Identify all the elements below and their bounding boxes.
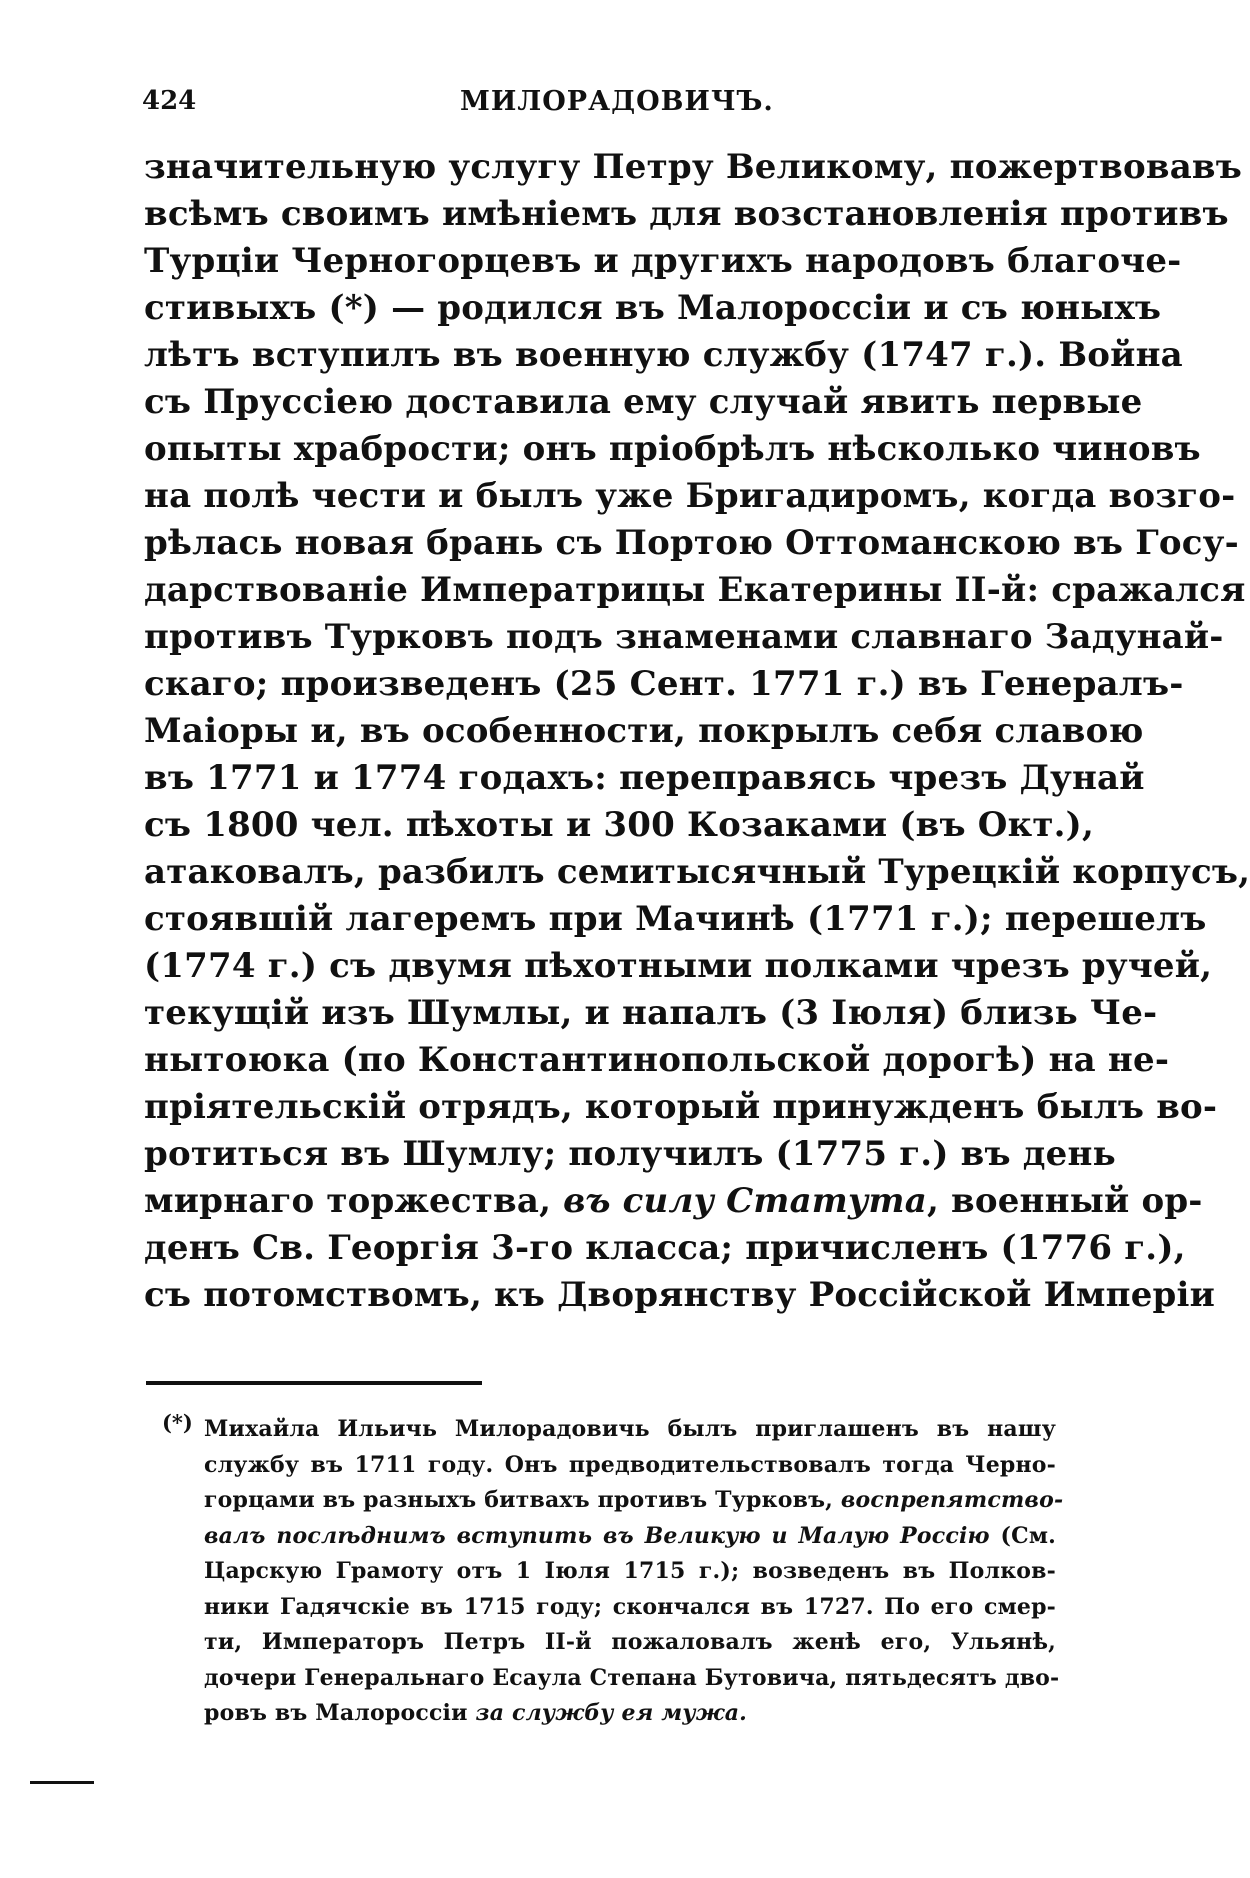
text-segment: горцами въ разныхъ битвахъ противъ Турковъ, <box>204 1487 841 1513</box>
text-line: на полѣ чести и былъ уже Бригадиромъ, когда возго- <box>144 476 1236 516</box>
text-line-with-italic <box>144 1178 1203 1225</box>
text-segment: ровъ въ Малороссіи <box>204 1700 476 1726</box>
text-line: въ 1771 и 1774 годахъ: переправясь чрезъ Дунай <box>144 758 1145 798</box>
italic-phrase: валъ послѣднимъ вступить въ Великую и Малую Россію <box>204 1522 990 1549</box>
text-line: пріятельскій отрядъ, который принужденъ былъ во- <box>144 1087 1218 1127</box>
text-line: Маіоры и, въ особенности, покрылъ себя славою <box>144 711 1144 751</box>
text-line: денъ Св. Георгія 3-го класса; причисленъ (1776 г.), <box>144 1228 1186 1268</box>
margin-mark <box>30 1781 94 1784</box>
text-line: опыты храбрости; онъ пріобрѣлъ нѣсколько чиновъ <box>144 429 1201 469</box>
running-title: МИЛОРАДОВИЧЪ. <box>460 86 774 117</box>
text-line: съ Пруссіею доставила ему случай явить первые <box>144 382 1143 422</box>
footnote-separator <box>146 1381 482 1385</box>
text-line: значительную услугу Петру Великому, пожертвовавъ <box>144 147 1243 187</box>
text-line: съ потомствомъ, къ Дворянству Россійской Имперіи <box>144 1275 1216 1315</box>
footnote-line <box>204 1483 1064 1519</box>
footnote-line <box>204 1519 1056 1555</box>
page-number: 424 <box>142 86 197 116</box>
text-line: нытоюка (по Константинопольской дорогѣ) на не- <box>144 1040 1170 1080</box>
text-line: всѣмъ своимъ имѣніемъ для возстановленія противъ <box>144 194 1229 234</box>
footnote-marker: (*) <box>162 1410 193 1435</box>
footnote-line <box>204 1696 1056 1732</box>
text-segment: мирнаго торжества, <box>144 1181 564 1221</box>
text-line: противъ Турковъ подъ знаменами славнаго Задунай- <box>144 617 1224 657</box>
italic-phrase: въ силу Статута <box>563 1181 927 1221</box>
footnote <box>204 1412 1064 1732</box>
footnote-line: ти, Императоръ Петръ II-й пожаловалъ женѣ его, Ульянѣ, <box>204 1629 1056 1655</box>
main-text <box>144 144 1250 1319</box>
text-line: стивыхъ (*) — родился въ Малороссіи и съ юныхъ <box>144 288 1162 328</box>
text-line: съ 1800 чел. пѣхоты и 300 Козаками (въ Окт.), <box>144 805 1094 845</box>
text-line: атаковалъ, разбилъ семитысячный Турецкій корпусъ, <box>144 852 1250 892</box>
page-header <box>142 86 942 130</box>
text-segment: (См. <box>989 1522 1056 1549</box>
footnote-line: Царскую Грамоту отъ 1 Іюля 1715 г.); возведенъ въ Полков- <box>204 1558 1056 1584</box>
text-line: лѣтъ вступилъ въ военную службу (1747 г.). Война <box>144 335 1183 375</box>
text-segment: , военный ор- <box>926 1181 1203 1221</box>
footnote-line: службу въ 1711 году. Онъ предводительствовалъ тогда Черно- <box>204 1451 1056 1478</box>
footnote-line: ники Гадячскіе въ 1715 году; скончался въ 1727. По его смер- <box>204 1593 1056 1620</box>
footnote-line: дочери Генеральнаго Есаула Степана Бутовича, пятьдесятъ дво- <box>204 1664 1060 1691</box>
text-line: ротиться въ Шумлу; получилъ (1775 г.) въ день <box>144 1134 1116 1174</box>
text-line: стоявшій лагеремъ при Мачинѣ (1771 г.); перешелъ <box>144 899 1207 939</box>
italic-phrase: за службу ея мужа. <box>475 1700 748 1726</box>
text-line: текущій изъ Шумлы, и напалъ (3 Іюля) близь Че- <box>144 993 1158 1033</box>
text-line: дарствованіе Императрицы Екатерины II-й: сражался <box>144 570 1246 610</box>
text-line: рѣлась новая брань съ Портою Оттоманскою въ Госу- <box>144 523 1239 563</box>
text-line: Турціи Черногорцевъ и другихъ народовъ благоче- <box>144 241 1182 281</box>
italic-phrase: воспрепятство- <box>840 1487 1064 1513</box>
text-line: скаго; произведенъ (25 Сент. 1771 г.) въ Генералъ- <box>144 664 1184 704</box>
footnote-line: Михайла Ильичь Милорадовичь былъ приглашенъ въ нашу <box>204 1416 1056 1442</box>
text-line: (1774 г.) съ двумя пѣхотными полками чрезъ ручей, <box>144 946 1213 986</box>
